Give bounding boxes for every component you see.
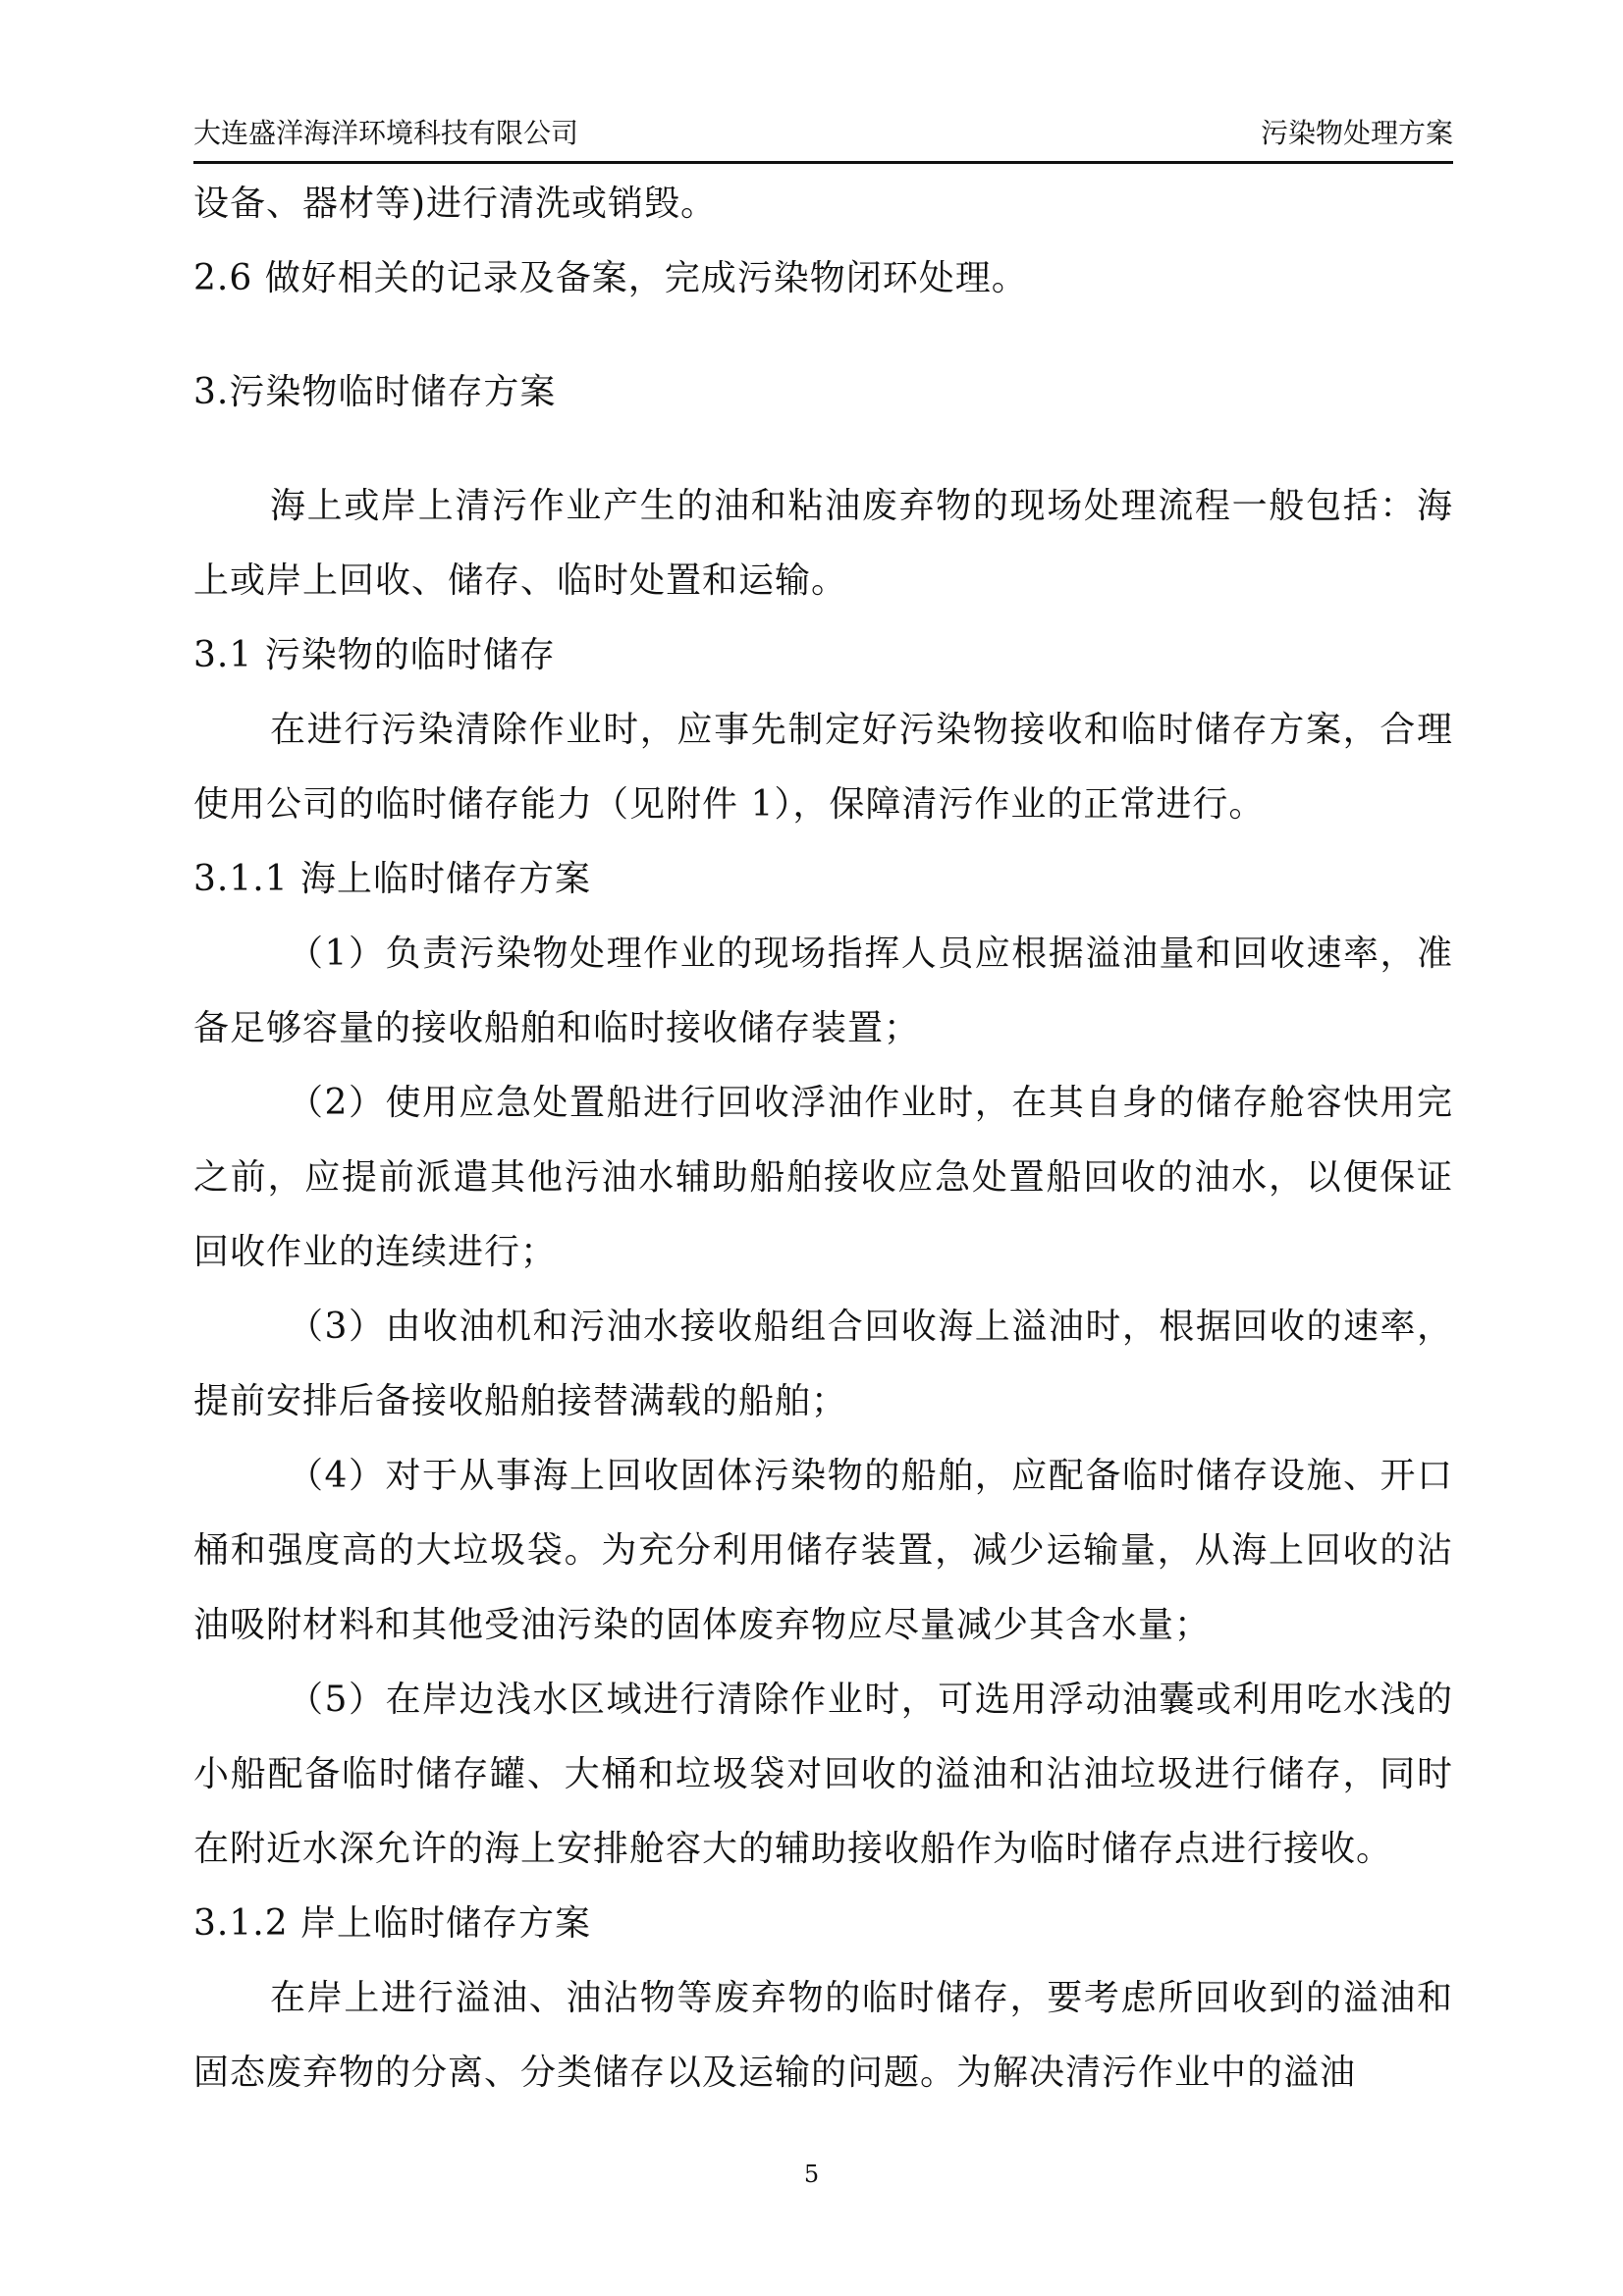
section-spacer bbox=[193, 430, 1453, 469]
paragraph-3-1: 在进行污染清除作业时，应事先制定好污染物接收和临时储存方案，合理使用公司的临时储存能力（见附件 1），保障清污作业的正常进行。 bbox=[193, 710, 1453, 825]
list-item-3: （3）由收油机和污油水接收船组合回收海上溢油时，根据回收的速率，提前安排后备接收船舶接替满载的船舶； bbox=[193, 1307, 1453, 1421]
header-document-title: 污染物处理方案 bbox=[1260, 117, 1453, 149]
section-heading-3-1-1: 3.1.1 海上临时储存方案 bbox=[193, 859, 592, 899]
list-item-5: （5）在岸边浅水区域进行清除作业时，可选用浮动油囊或利用吃水浅的小船配备临时储存罐、大桶和垃圾袋对回收的溢油和沾油垃圾进行储存，同时在附近水深允许的海上安排舱容大的辅助接收船作为临时储存点进行接收。 bbox=[193, 1680, 1453, 1869]
paragraph-intro: 海上或岸上清污作业产生的油和粘油废弃物的现场处理流程一般包括：海上或岸上回收、储存、临时处置和运输。 bbox=[193, 486, 1453, 601]
section-heading-3: 3.污染物临时储存方案 bbox=[193, 372, 557, 412]
list-item-1: （1）负责污染物处理作业的现场指挥人员应根据溢油量和回收速率，准备足够容量的接收船舶和临时接收储存装置； bbox=[193, 934, 1453, 1048]
list-item-2: （2）使用应急处置船进行回收浮油作业时，在其自身的储存舱容快用完之前，应提前派遣其他污油水辅助船舶接收应急处置船回收的油水，以便保证回收作业的连续进行； bbox=[193, 1083, 1453, 1272]
page-header bbox=[193, 110, 1453, 164]
paragraph-step-2-6: 2.6 做好相关的记录及备案，完成污染物闭环处理。 bbox=[193, 258, 1028, 298]
paragraph-continued: 设备、器材等)进行清洗或销毁。 bbox=[193, 184, 718, 224]
paragraph-3-1-2: 在岸上进行溢油、油沾物等废弃物的临时储存，要考虑所回收到的溢油和固态废弃物的分离、分类储存以及运输的问题。为解决清污作业中的溢油 bbox=[193, 1978, 1453, 2093]
header-company-name: 大连盛洋海洋环境科技有限公司 bbox=[193, 117, 579, 149]
list-item-4: （4）对于从事海上回收固体污染物的船舶，应配备临时储存设施、开口桶和强度高的大垃圾袋。为充分利用储存装置，减少运输量，从海上回收的沾油吸附材料和其他受油污染的固体废弃物应尽量减少其含水量； bbox=[193, 1456, 1453, 1645]
section-heading-3-1: 3.1 污染物的临时储存 bbox=[193, 635, 556, 675]
page-body bbox=[193, 167, 1453, 2110]
section-heading-3-1-2: 3.1.2 岸上临时储存方案 bbox=[193, 1903, 592, 1944]
section-spacer bbox=[193, 316, 1453, 355]
page-number: 5 bbox=[803, 2161, 820, 2188]
